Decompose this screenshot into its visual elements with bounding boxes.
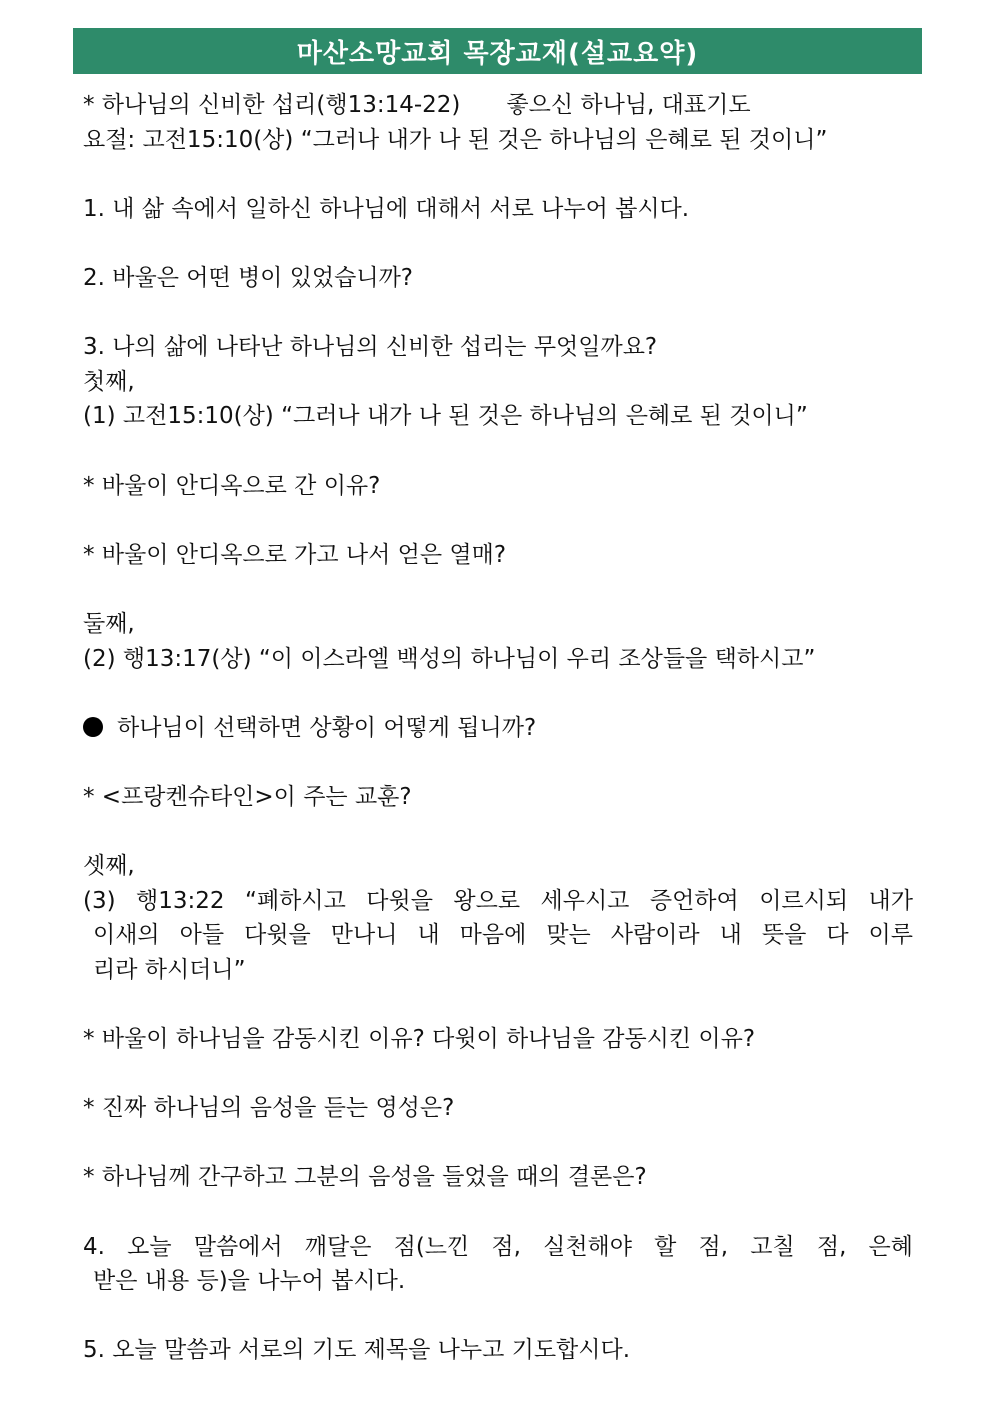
section-first-label: 첫째, bbox=[83, 368, 135, 395]
question-2: 2. 바울은 어떤 병이 있었습니까? bbox=[83, 264, 414, 291]
second-question-a: 하나님이 선택하면 상황이 어떻게 됩니까? bbox=[117, 714, 537, 741]
third-verse-line-3: 리라 하시더니” bbox=[93, 956, 246, 983]
section-third-label: 셋째, bbox=[83, 853, 135, 880]
hymn-prayer: 좋으신 하나님, 대표기도 bbox=[506, 92, 751, 118]
third-verse-line-2: 이새의 아들 다윗을 만나니 내 마음에 맞는 사람이라 내 뜻을 다 이루 bbox=[93, 922, 913, 949]
third-verse-line-1: (3) 행13:22 “폐하시고 다윗을 왕으로 세우시고 증언하여 이르시되 내가 bbox=[83, 887, 913, 914]
section-second-label: 둘째, bbox=[83, 610, 135, 637]
study-content bbox=[83, 88, 913, 1368]
question-3: 3. 나의 삶에 나타난 하나님의 신비한 섭리는 무엇일까요? bbox=[83, 334, 658, 361]
question-4-line-2: 받은 내용 등)을 나누어 봅시다. bbox=[93, 1268, 406, 1295]
third-question-a: * 바울이 하나님을 감동시킨 이유? 다윗이 하나님을 감동시킨 이유? bbox=[83, 1026, 756, 1053]
third-question-c: * 하나님께 간구하고 그분의 음성을 들었을 때의 결론은? bbox=[83, 1164, 647, 1191]
second-question-b: * <프랑켄슈타인>이 주는 교훈? bbox=[83, 783, 412, 810]
question-1: 1. 내 삶 속에서 일하신 하나님에 대해서 서로 나누어 봅시다. bbox=[83, 195, 690, 222]
third-question-b: * 진짜 하나님의 음성을 듣는 영성은? bbox=[83, 1095, 455, 1122]
key-verse: 요절: 고전15:10(상) “그러나 내가 나 된 것은 하나님의 은혜로 된 것이니” bbox=[83, 126, 828, 153]
bullet-icon bbox=[83, 717, 103, 737]
first-question-a: * 바울이 안디옥으로 간 이유? bbox=[83, 472, 381, 499]
second-verse: (2) 행13:17(상) “이 이스라엘 백성의 하나님이 우리 조상들을 택하시고” bbox=[83, 645, 816, 672]
question-5: 5. 오늘 말씀과 서로의 기도 제목을 나누고 기도합시다. bbox=[83, 1337, 631, 1364]
first-verse: (1) 고전15:10(상) “그러나 내가 나 된 것은 하나님의 은혜로 된 것이니” bbox=[83, 403, 808, 430]
sermon-title: * 하나님의 신비한 섭리(행13:14-22) bbox=[83, 92, 461, 118]
sermon-line bbox=[83, 88, 913, 123]
page-title: 마산소망교회 목장교재(설교요약) bbox=[73, 28, 922, 74]
first-question-b: * 바울이 안디옥으로 가고 나서 얻은 열매? bbox=[83, 541, 507, 568]
question-4-line-1: 4. 오늘 말씀에서 깨달은 점(느낀 점, 실천해야 할 점, 고칠 점, 은혜 bbox=[83, 1233, 913, 1260]
second-question-a-line bbox=[83, 711, 913, 746]
